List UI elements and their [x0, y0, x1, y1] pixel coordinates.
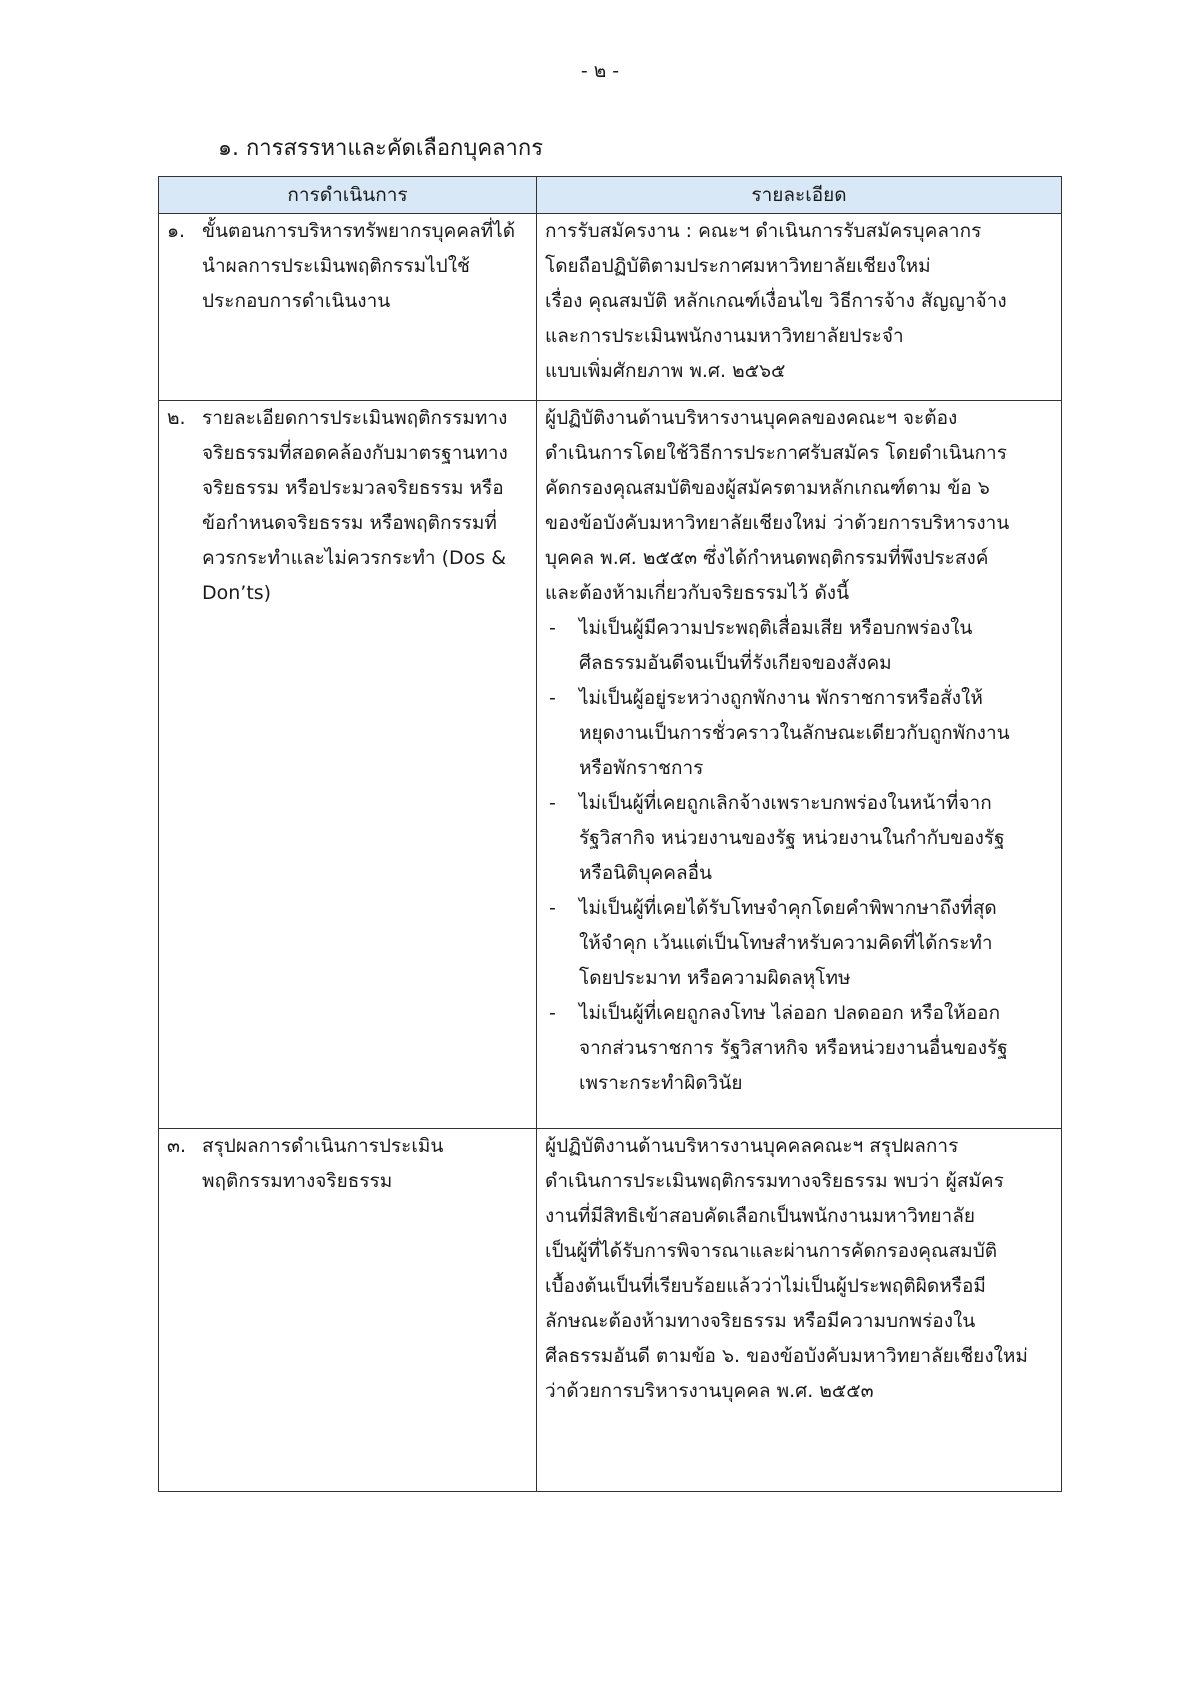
list-item-text: ไม่เป็นผู้อยู่ระหว่างถูกพักงาน พักราชการหรือสั่งให้ หยุดงานเป็นการชั่วคราวในลักษณะเดียวกับถูกพักงาน หรือพักราชการ [579, 687, 1010, 779]
action-cell [159, 1129, 537, 1492]
action-cell [159, 401, 537, 1129]
table-row [159, 1129, 1062, 1492]
detail-cell [537, 401, 1062, 1129]
step-text: ขั้นตอนการบริหารทรัพยากรบุคคลที่ได้ นำผลการประเมินพฤติกรรมไปใช้ ประกอบการดำเนินงาน [202, 220, 516, 312]
column-header-detail: รายละเอียด [537, 177, 1062, 214]
list-item [545, 996, 1055, 1101]
step-number: ๓. [167, 1135, 187, 1157]
dash-marker: - [549, 1002, 556, 1024]
prohibition-list [545, 611, 1055, 1101]
list-item-text: ไม่เป็นผู้ที่เคยได้รับโทษจำคุกโดยคำพิพากษาถึงที่สุด ให้จำคุก เว้นแต่เป็นโทษสำหรับความคิดที่ได้กระทำ โดยประมาท หรือความผิดลหุโทษ [579, 897, 997, 989]
list-item-text: ไม่เป็นผู้ที่เคยถูกลงโทษ ไล่ออก ปลดออก หรือให้ออก จากส่วนราชการ รัฐวิสาหกิจ หรือหน่วยงานอื่นของรัฐ เพราะกระทำผิดวินัย [579, 1002, 1008, 1094]
list-item [545, 681, 1055, 786]
table-row [159, 214, 1062, 401]
detail-text: การรับสมัครงาน : คณะฯ ดำเนินการรับสมัครบุคลากร โดยถือปฏิบัติตามประกาศมหาวิทยาลัยเชียงใหม่ เรื่อง คุณสมบัติ หลักเกณฑ์เงื่อนไข วิธีการจ้าง สัญญาจ้าง และการประเมินพนักงานมหาวิทยาลัยประจำ แบบเพิ่มศักยภาพ พ.ศ. ๒๕๖๕ [545, 220, 1007, 382]
dash-marker: - [549, 617, 556, 639]
table-header-row [159, 177, 1062, 214]
dash-marker: - [549, 792, 556, 814]
list-item-text: ไม่เป็นผู้ที่เคยถูกเลิกจ้างเพราะบกพร่องในหน้าที่จาก รัฐวิสากิจ หน่วยงานของรัฐ หน่วยงานในกำกับของรัฐ หรือนิติบุคคลอื่น [579, 792, 1005, 884]
ethics-assessment-table [158, 176, 1062, 1492]
step-text: รายละเอียดการประเมินพฤติกรรมทาง จริยธรรมที่สอดคล้องกับมาตรฐานทาง จริยธรรม หรือประมวลจริยธรรม หรือ ข้อกำหนดจริยธรรม หรือพฤติกรรมที่ ควรกระทำและไม่ควรกระทำ (Dos & Don’ts) [202, 407, 508, 604]
step-text: สรุปผลการดำเนินการประเมิน พฤติกรรมทางจริยธรรม [202, 1135, 444, 1192]
step-number: ๒. [167, 407, 186, 429]
dash-marker: - [549, 687, 556, 709]
detail-cell [537, 214, 1062, 401]
list-item [545, 786, 1055, 891]
list-item [545, 891, 1055, 996]
section-title: ๑. การสรรหาและคัดเลือกบุคลากร [218, 136, 544, 161]
list-item [545, 611, 1055, 681]
page-number: - ๒ - [580, 60, 620, 82]
detail-text: ผู้ปฏิบัติงานด้านบริหารงานบุคคลคณะฯ สรุปผลการ ดำเนินการประเมินพฤติกรรมทางจริยธรรม พบว่า ผู้สมัคร งานที่มีสิทธิเข้าสอบคัดเลือกเป็นพนักงานมหาวิทยาลัย เป็นผู้ที่ได้รับการพิจารณาและผ่านการคัดกรองคุณสมบัติ เบื้องต้นเป็นที่เรียบร้อยแล้วว่าไม่เป็นผู้ประพฤติผิดหรือมี ลักษณะต้องห้ามทางจริยธรรม หรือมีความบกพร่องใน ศีลธรรมอันดี ตามข้อ ๖. ของข้อบังคับมหาวิทยาลัยเชียงใหม่ ว่าด้วยการบริหารงานบุคคล พ.ศ. ๒๕๕๓ [545, 1135, 1028, 1402]
detail-cell [537, 1129, 1062, 1492]
step-item [167, 401, 530, 611]
column-header-action: การดำเนินการ [159, 177, 537, 214]
step-item [167, 214, 530, 319]
step-number: ๑. [167, 220, 186, 242]
dash-marker: - [549, 897, 556, 919]
table-row [159, 401, 1062, 1129]
detail-text: ผู้ปฏิบัติงานด้านบริหารงานบุคคลของคณะฯ จะต้อง ดำเนินการโดยใช้วิธีการประกาศรับสมัคร โดยดำเนินการ คัดกรองคุณสมบัติของผู้สมัครตามหลักเกณฑ์ตาม ข้อ ๖ ของข้อบังคับมหาวิทยาลัยเชียงใหม่ ว่าด้วยการบริหารงาน บุคคล พ.ศ. ๒๕๕๓ ซึ่งได้กำหนดพฤติกรรมที่พึงประสงค์ และต้องห้ามเกี่ยวกับจริยธรรมไว้ ดังนี้ [545, 407, 1010, 604]
action-cell [159, 214, 537, 401]
step-item [167, 1129, 530, 1199]
list-item-text: ไม่เป็นผู้มีความประพฤติเสื่อมเสีย หรือบกพร่องใน ศีลธรรมอันดีจนเป็นที่รังเกียจของสังคม [579, 617, 973, 674]
